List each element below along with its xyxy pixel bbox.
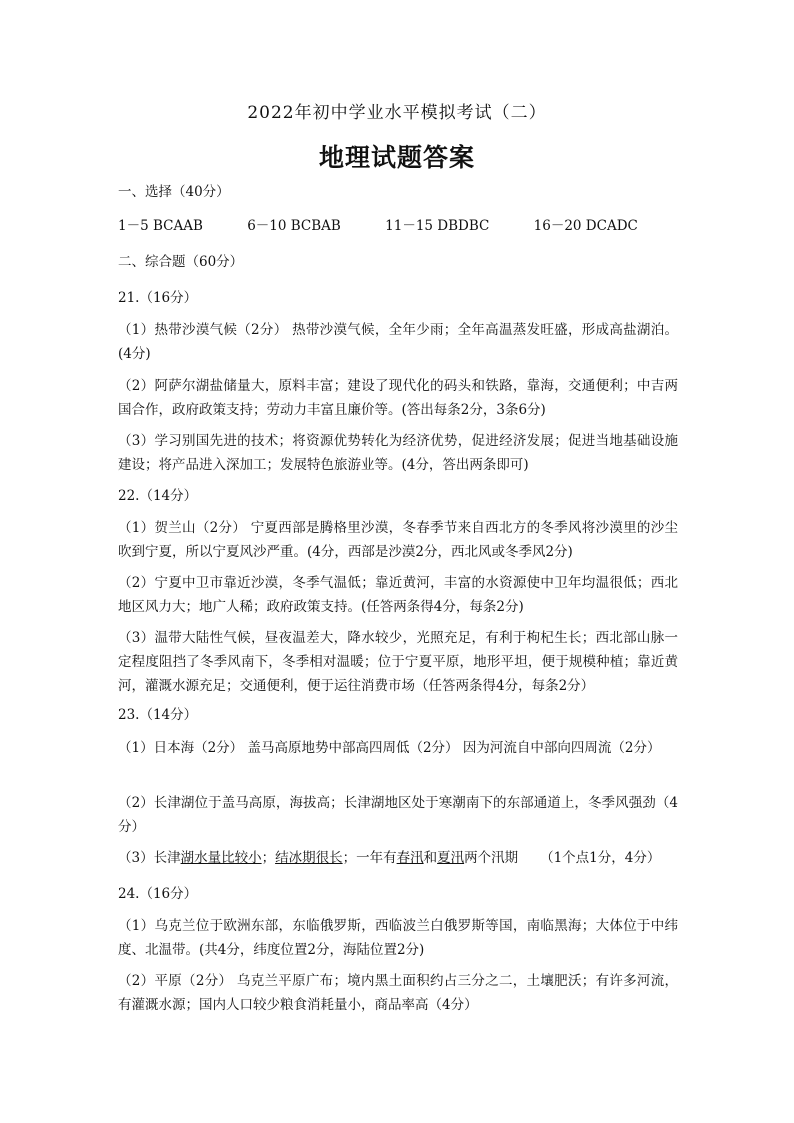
q23-a3-prefix: （3）长津 [118,850,181,866]
multiple-choice-answers [118,214,678,238]
subject-title: 地理试题答案 [318,143,475,172]
q23-a3-point-water: 湖水量比较小 [180,850,262,866]
section-1-heading: 一、选择（40分） [118,184,230,200]
exam-title: 2022年初中学业水平模拟考试（二） [247,103,547,123]
q22-answer-3: （3）温带大陆性气候，昼夜温差大，降水较少，光照充足，有利于枸杞生长；西北部山脉一定程度阻挡了冬季风南下，冬季相对温暖；位于宁夏平原，地形平坦，便于规模种植；靠近黄河，灌溉水源充足；交通便利，便于运往消费市场（任答两条得4分，每条2分） [118,630,678,694]
q24-answer-1: （1）乌克兰位于欧洲东部，东临俄罗斯，西临波兰白俄罗斯等国，南临黑海；大体位于中纬度、北温带。(共4分，纬度位置2分，海陆位置2分) [118,918,678,958]
q21-answer-3: （3）学习别国先进的技术；将资源优势转化为经济优势，促进经济发展；促进当地基础设施建设；将产品进入深加工；发展特色旅游业等。(4分，答出两条即可) [118,433,678,473]
q22-answer-1: （1）贺兰山（2分） 宁夏西部是腾格里沙漠，冬春季节来自西北方的冬季风将沙漠里的沙尘吹到宁夏，所以宁夏风沙严重。(4分，西部是沙漠2分，西北风或冬季风2分) [118,520,678,560]
mc-answer-group: 1－5 BCAAB [118,218,203,234]
q23-a3-point-spring-flood: 春汛 [396,850,424,866]
q23-heading: 23.（14分） [118,707,198,723]
q24-answer-2: （2）平原（2分） 乌克兰平原广布；境内黑土面积约占三分之二，土壤肥沃；有许多河流，有灌溉水源；国内人口较少粮食消耗量小，商品率高（4分） [118,973,678,1013]
q22-heading: 22.（14分） [118,488,198,504]
q23-a3-point-summer-flood: 夏汛 [437,850,465,866]
q23-a3-point-ice: 结冰期很长 [275,850,343,866]
q24-heading: 24.（16分） [118,886,198,902]
q23-a3-score: （1个点1分，4分） [540,850,661,866]
section-2-heading: 二、综合题（60分） [118,254,244,270]
q23-a3-separator: ； [261,850,276,866]
q23-a3-suffix: 两个汛期 [464,850,519,866]
q23-answer-2: （2）长津湖位于盖马高原，海拔高；长津湖地区处于寒潮南下的东部通道上，冬季风强劲（4分） [118,795,678,835]
q23-answer-3 [118,846,678,870]
q21-answer-1: （1）热带沙漠气候（2分） 热带沙漠气候，全年少雨；全年高温蒸发旺盛，形成高盐湖泊。(4分) [118,322,678,362]
mc-answer-group: 6－10 BCBAB [247,218,341,234]
q22-answer-2: （2）宁夏中卫市靠近沙漠，冬季气温低；靠近黄河，丰富的水资源使中卫年均温很低；西北地区风力大；地广人稀；政府政策支持。(任答两条得4分，每条2分) [118,575,678,615]
mc-answer-group: 16－20 DCADC [533,218,638,234]
q23-a3-and: 和 [423,850,438,866]
q23-answer-1: （1）日本海（2分） 盖马高原地势中部高四周低（2分） 因为河流自中部向四周流（2分） [118,740,661,756]
mc-answer-group: 11－15 DBDBC [385,218,490,234]
q21-answer-2: （2）阿萨尔湖盐储量大，原料丰富；建设了现代化的码头和铁路，靠海，交通便利；中吉两国合作，政府政策支持；劳动力丰富且廉价等。(答出每条2分，3条6分) [118,378,678,418]
q21-heading: 21.（16分） [118,290,198,306]
q23-a3-middle: ；一年有 [342,850,397,866]
